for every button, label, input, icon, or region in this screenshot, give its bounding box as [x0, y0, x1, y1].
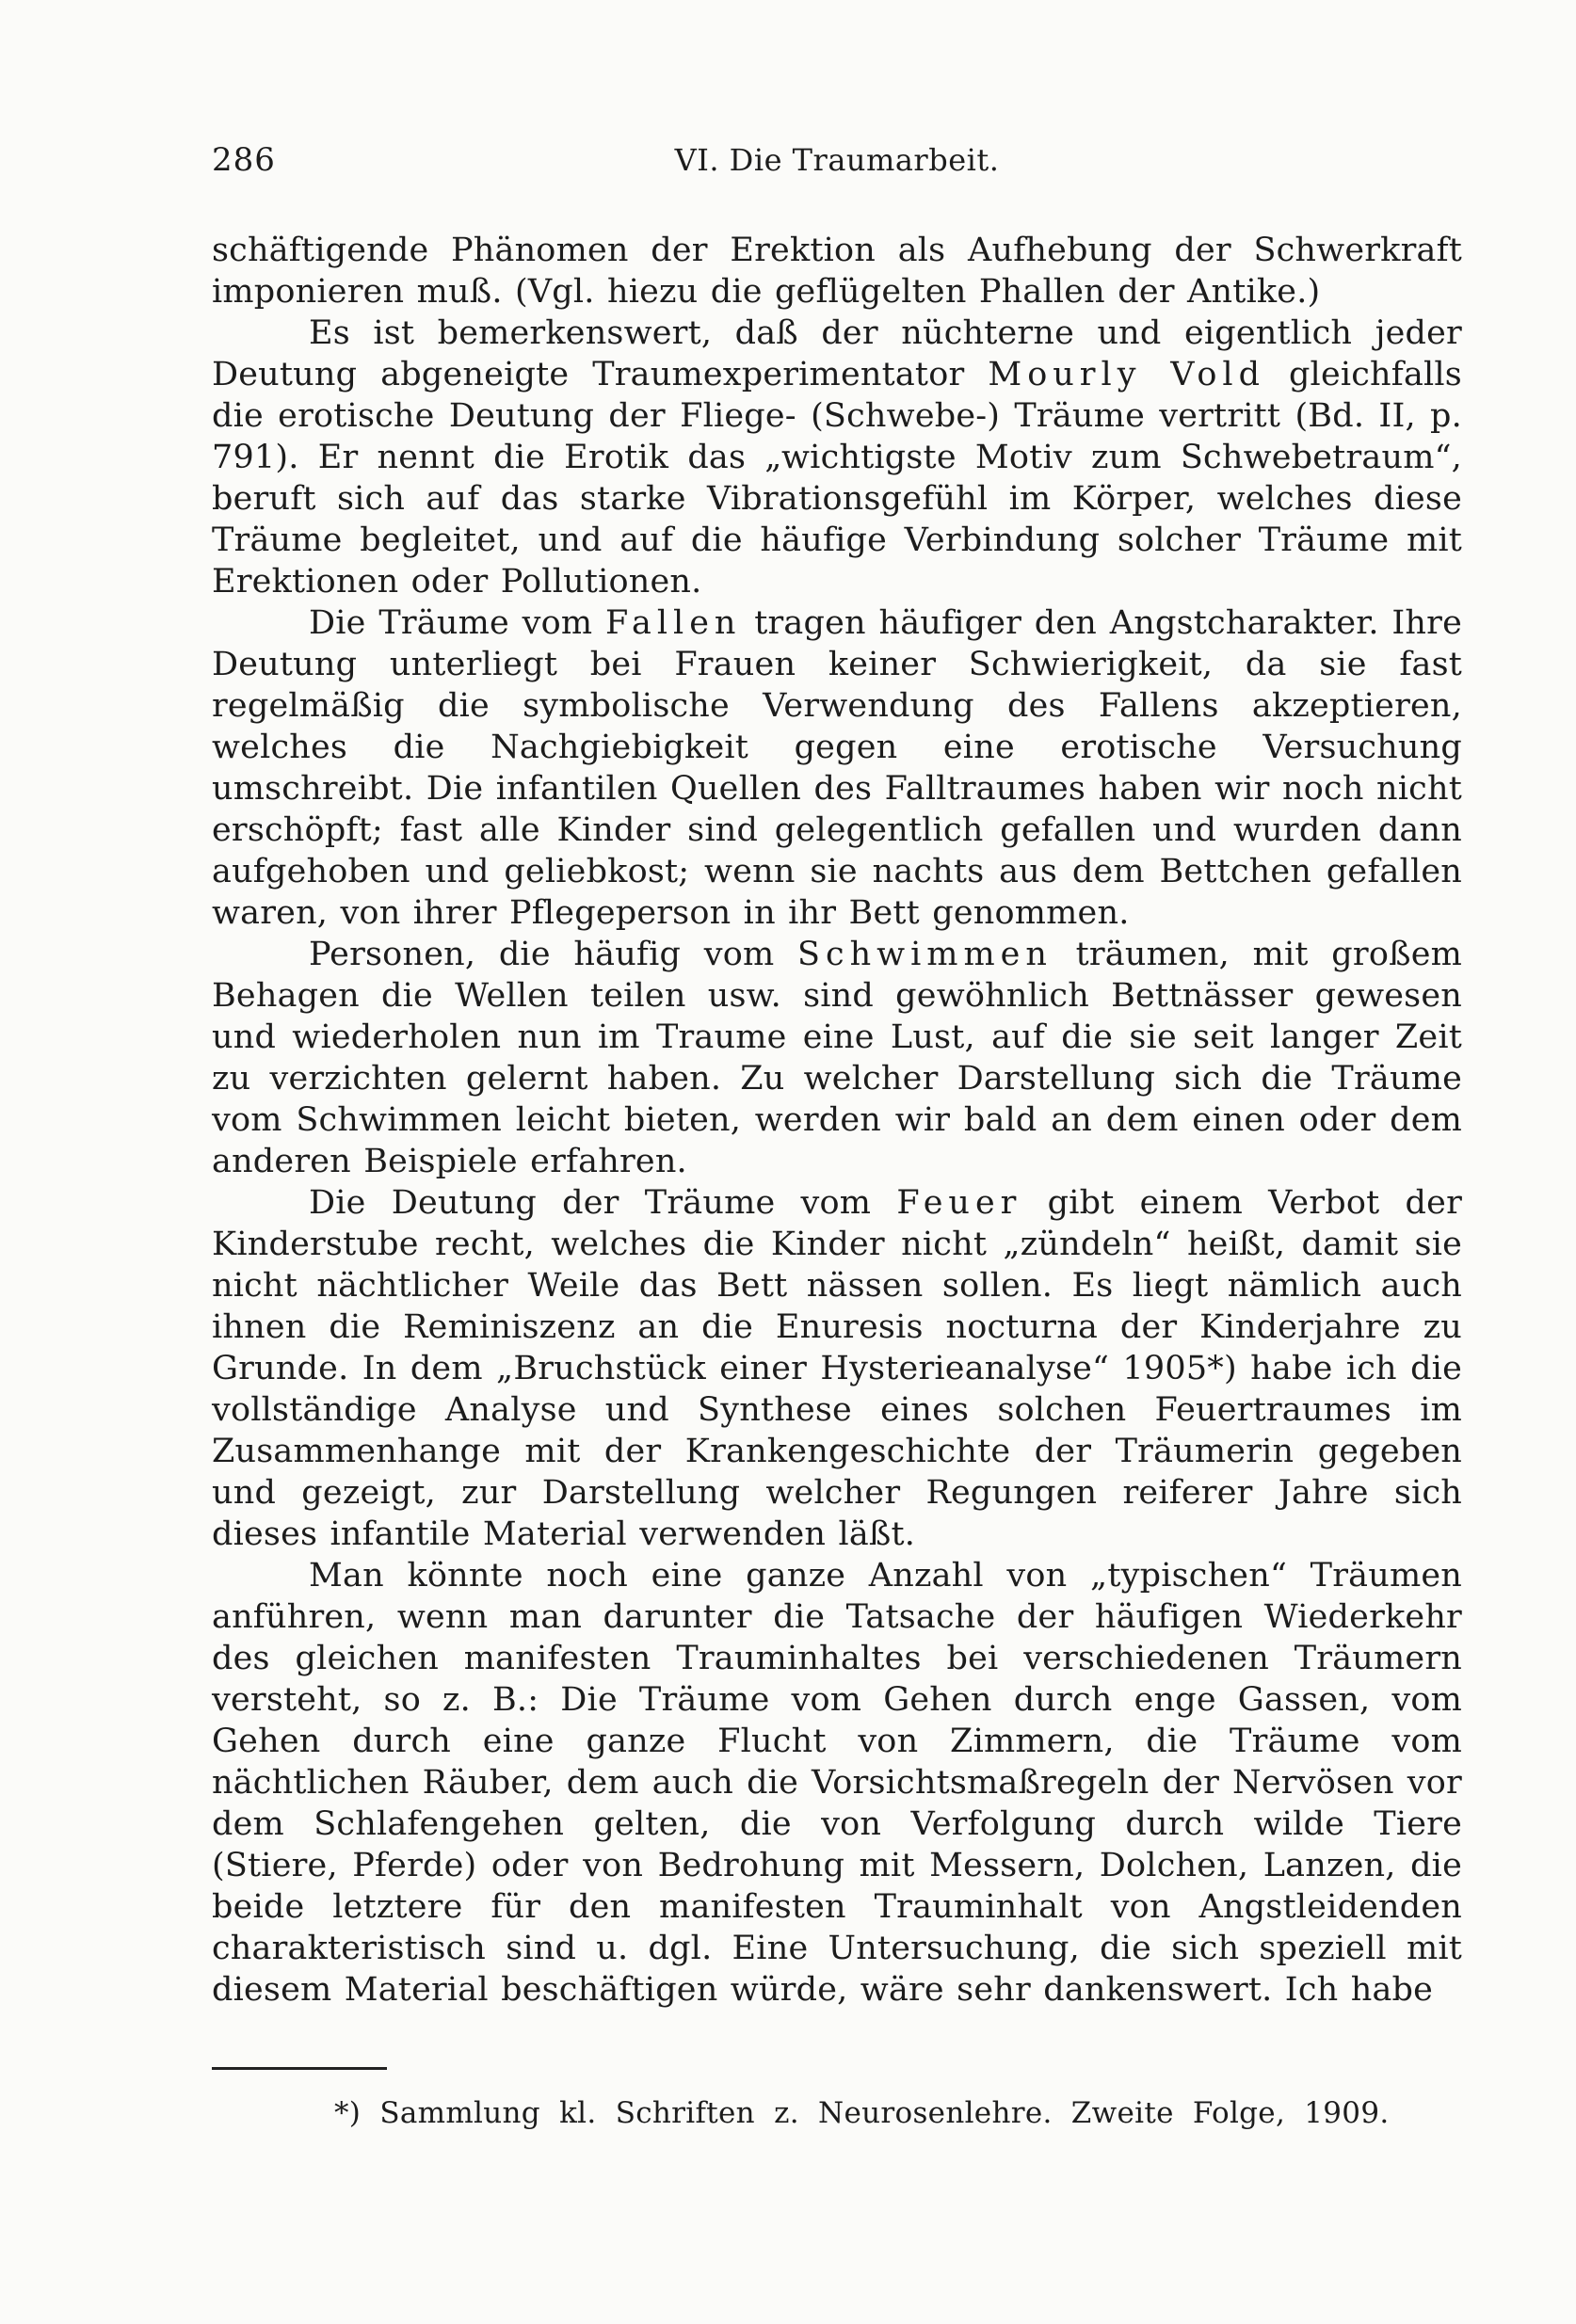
footnote: *) Sammlung kl. Schriften z. Neurosenlehre. Zweite Folge, 1909. [334, 2096, 1390, 2130]
paragraph [212, 313, 1462, 602]
paragraph-text: träumen, mit großem Behagen die Wellen teilen usw. sind gewöhnlich Bettnässer gewesen und wiederholen nun im Traume eine Lust, auf die sie seit langer Zeit zu verzichten gelernt haben. Zu welcher Darstellung sich die Träume vom Schwimmen leicht bieten, werden wir bald an dem einen oder dem anderen Beispiele erfahren. [212, 936, 1462, 1180]
page-number: 286 [212, 141, 276, 179]
emphasized-text: Mourly Vold [988, 356, 1265, 393]
text-column [212, 139, 1462, 2011]
paragraph-text: schäftigende Phänomen der Erektion als Aufhebung der Schwerkraft imponieren muß. (Vgl. hiezu die geflügelten Phallen der Antike.) [212, 232, 1462, 311]
paragraph-text: Die Träume vom [309, 604, 606, 642]
paragraph-text: tragen häufiger den Angstcharakter. Ihre Deutung unterliegt bei Frauen keiner Schwierigkeit, da sie fast regelmäßig die symbolische Verwendung des Fallens akzeptieren, welches die Nachgiebigkeit gegen eine erotische Versuchung umschreibt. Die infantilen Quellen des Falltraumes haben wir noch nicht erschöpft; fast alle Kinder sind gelegentlich gefallen und wurden dann aufgehoben und geliebkost; wenn sie nachts aus dem Bettchen gefallen waren, von ihrer Pflegeperson in ihr Bett genommen. [212, 604, 1463, 932]
running-header-title: VI. Die Traumarbeit. [674, 142, 1000, 178]
paragraph-text: gibt einem Verbot der Kinderstube recht, welches die Kinder nicht „zündeln“ heißt, damit sie nicht nächtlicher Weile das Bett nässen sollen. Es liegt nämlich auch ihnen die Reminiszenz an die Enuresis nocturna der Kinderjahre zu Grunde. In dem „Bruchstück einer Hysterieanalyse“ 1905*) habe ich die vollständige Analyse und Synthese eines solchen Feuertraumes im Zusammenhange mit der Krankengeschichte der Träumerin gegeben und gezeigt, zur Darstellung welcher Regungen reiferer Jahre sich dieses infantile Material verwenden läßt. [212, 1184, 1462, 1553]
footnote-area [212, 2067, 1462, 2132]
paragraph [212, 934, 1462, 1182]
paragraph-text: gleichfalls die erotische Deutung der Fliege- (Schwebe-) Träume vertritt (Bd. II, p. 791). Er nennt die Erotik das „wichtigste Motiv zum Schwebetraum“, beruft sich auf das starke Vibrationsgefühl im Körper, welches diese Träume begleitet, und auf die häufige Verbindung solcher Träume mit Erektionen oder Pollutionen. [212, 356, 1462, 601]
paragraph [212, 1182, 1462, 1555]
paragraph-text: Man könnte noch eine ganze Anzahl von „typischen“ Träumen anführen, wenn man darunter die Tatsache der häufigen Wiederkehr des gleichen manifesten Trauminhaltes bei verschiedenen Träumern versteht, so z. B.: Die Träume vom Gehen durch enge Gassen, vom Gehen durch eine ganze Flucht von Zimmern, die Träume vom nächtlichen Räuber, dem auch die Vorsichtsmaßregeln der Nervösen vor dem Schlafengehen gelten, die von Verfolgung durch wilde Tiere (Stiere, Pferde) oder von Bedrohung mit Messern, Dolchen, Lanzen, die beide letztere für den manifesten Trauminhalt von Angstleidenden charakteristisch sind u. dgl. Eine Untersuchung, die sich speziell mit diesem Material beschäftigen würde, wäre sehr dankenswert. Ich habe [212, 1557, 1462, 2009]
running-head [212, 139, 1462, 181]
paragraph-text: Personen, die häufig vom [309, 936, 798, 973]
paragraph [212, 1555, 1462, 2011]
paragraph-text: Es ist bemerkenswert, daß der nüchterne und eigentlich jeder Deutung abgeneigte Traumexperimentator [212, 314, 1462, 393]
paragraph-text: Die Deutung der Träume vom [309, 1184, 897, 1222]
paragraph [212, 230, 1462, 313]
footnote-separator [212, 2067, 387, 2070]
emphasized-text: Schwimmen [797, 936, 1053, 973]
body-text [212, 230, 1462, 2011]
paragraph [212, 602, 1462, 934]
emphasized-text: Feuer [896, 1184, 1022, 1222]
emphasized-text: Fallen [605, 604, 742, 642]
